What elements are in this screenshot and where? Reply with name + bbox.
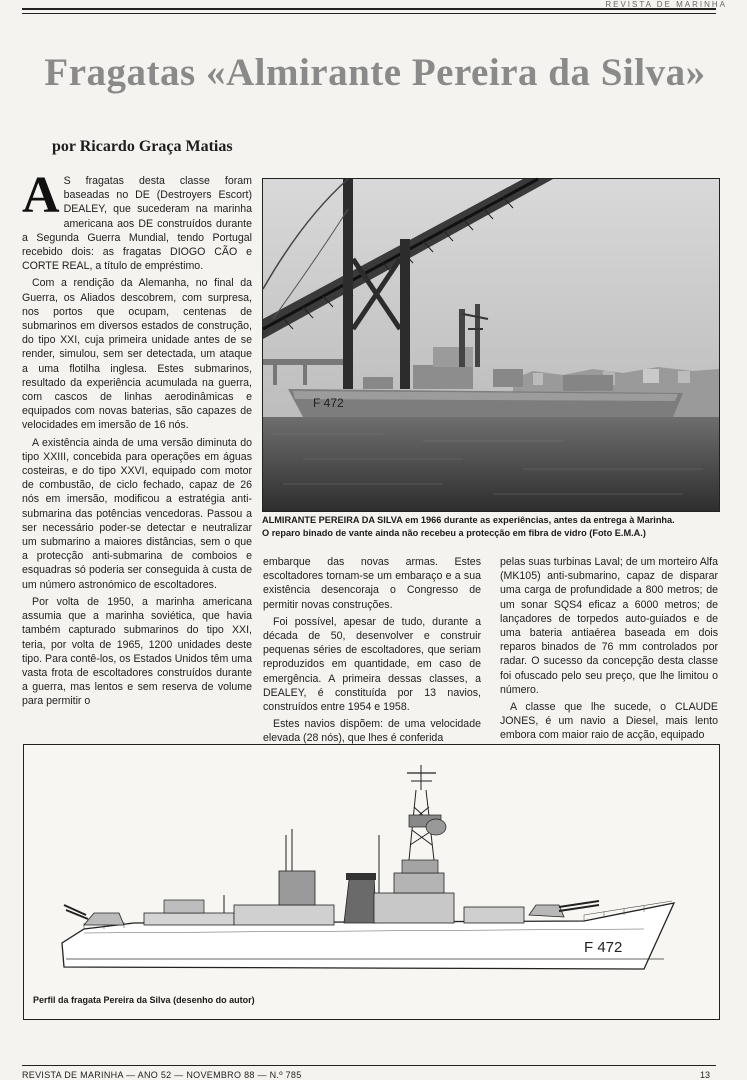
article-title: Fragatas «Almirante Pereira da Silva» [44,51,706,94]
bottom-rule [22,1065,716,1066]
page-number: 13 [700,1070,711,1080]
drawing-hull-number: F 472 [584,939,623,956]
paragraph: Foi possível, apesar de tudo, durante a década de 50, desenvolver e construir pequenas séries de escoltadores, que seriam reproduzidos em quantidade, em caso de emergência. A primeira dessas classes, a DEALEY, é constituída por 13 navios, construídos entre 1954 e 1958. [263,615,481,714]
frigate-profile-illustration [24,745,719,1019]
paragraph: A S fragatas desta classe foram baseadas no DE (Destroyers Escort) DEALEY, que sucederam na marinha americana aos DE construídos durante a Segunda Guerra Mundial, tendo Portugal recebido dois: as fragatas DIOGO CÃO e CORTE REAL, a título de empréstimo. [22,167,252,273]
bridge-ship-photo-illustration [263,179,719,511]
paragraph: A existência ainda de uma versão diminuta do tipo XXIII, concebida para operações em águas costeiras, e do tipo XXVI, equipado com motor de combustão, de ciclo fechado, capaz de 26 nós em imersão, modificou a estratégia anti-submarina das potências vencedoras. Passou a ser necessário poder-se detectar e neutralizar um submarino a maiores distâncias, sem o que a protecção anti-submarina de comboios e esquadras só poderia ser conseguida à custa de um número astronómico de escoltadores. [22,436,252,591]
page-footer: REVISTA DE MARINHA — ANO 52 — NOVEMBRO 88 — N.º 785 [22,1070,302,1080]
ship-photo [262,178,720,512]
drawing-caption: Perfil da fragata Pereira da Silva (desenho do autor) [33,995,255,1005]
top-rule-thin [22,13,716,14]
article-byline: por Ricardo Graça Matias [52,138,233,155]
paragraph: A classe que lhe sucede, o CLAUDE JONES, é um navio a Diesel, mais lento embora com maior raio de acção, equipado [500,701,718,742]
drop-cap: A [22,167,60,224]
paragraph: Por volta de 1950, a marinha americana assumia que a marinha soviética, que havia também capturado submarinos do tipo XXI, teria, por volta de 1965, 1200 unidades deste tipo. Para contê-los, os Estados Unidos têm uma vasta frota de escoltadores construídos durante a guerra, mas lentos e sem reserva de volume para permitir o [22,595,252,708]
text-column-1 [22,167,252,734]
ship-profile-drawing [23,744,720,1020]
running-header: REVISTA DE MARINHA [605,0,727,9]
text-column-2 [263,555,481,745]
paragraph: Estes navios dispõem: de uma velocidade elevada (28 nós), que lhes é conferida [263,718,481,745]
paragraph: embarque das novas armas. Estes escoltadores tornam-se um embaraço e a sua existência desencoraja o Congresso de permitir novas construções. [263,556,481,611]
paragraph: pelas suas turbinas Laval; de um morteiro Alfa (MK105) anti-submarino, capaz de disparar uma carga de profundidade a 800 metros; de um sonar SQS4 eficaz a 6000 metros; de lançadores de torpedos auto-guiados e de uma bateria antiaérea baseada em dois reparos binados de 76 mm controlados por radar. O sucesso da concepção desta classe foi ofuscado pelo seu preço, que lhe limitou o número. [500,556,718,696]
paragraph: Com a rendição da Alemanha, no final da Guerra, os Aliados descobrem, com surpresa, nos portos que ocupam, centenas de submarinos em diversos estados de construção, do tipo XXI, cuja primeira unidade antes de se render, simulou, sem ser detectada, um ataque a uma flotilha inglesa. Estes submarinos, resultado da experiência acumulada na guerra, com cascos de linhas aerodinâmicas e equipados com novas baterias, são capazes de velocidades em imersão de 16 nós. [22,277,252,432]
photo-caption [262,514,722,540]
text-column-3 [500,555,718,742]
photo-hull-number: F 472 [313,396,344,410]
photo-caption-line-2: O reparo binado de vante ainda não recebeu a protecção em fibra de vidro (Foto E.M.A.) [262,528,646,538]
photo-caption-line-1: ALMIRANTE PEREIRA DA SILVA em 1966 durante as experiências, antes da entrega à Marinha. [262,515,675,525]
